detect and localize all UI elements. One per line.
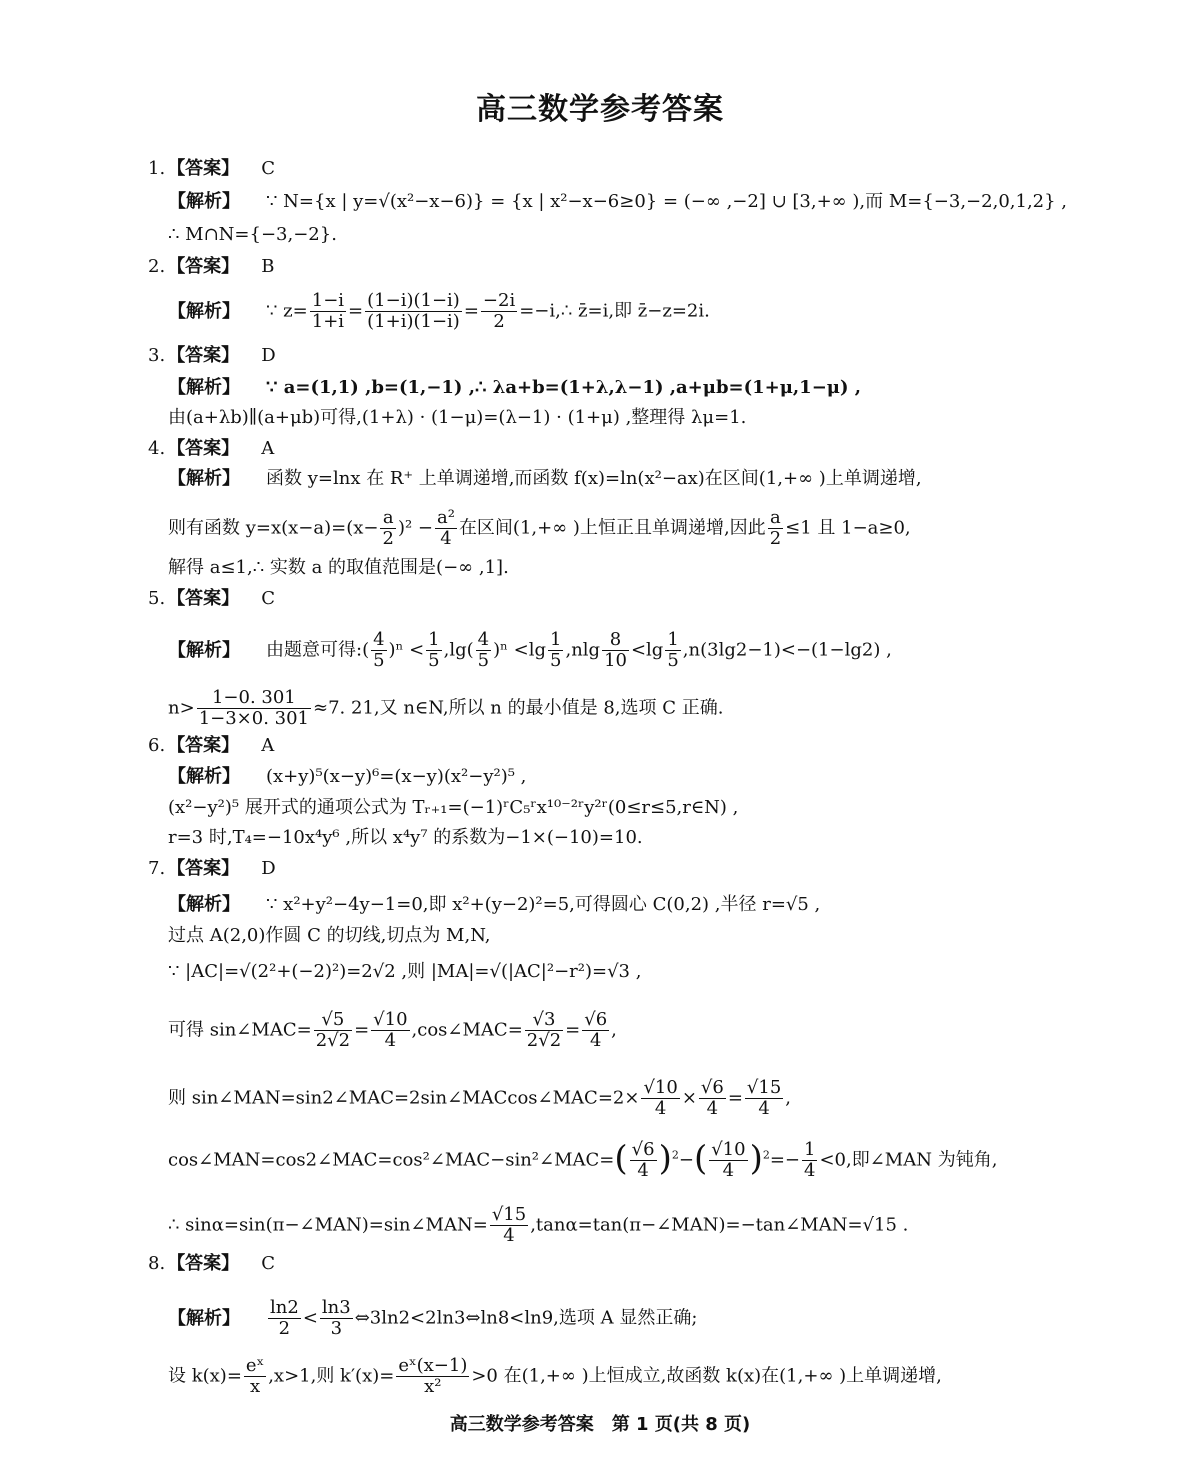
page-title: 高三数学参考答案 bbox=[476, 92, 724, 127]
q5-text: )ⁿ <lg bbox=[493, 639, 547, 661]
fraction: $\frac{a}{2}$ bbox=[382, 507, 394, 549]
fraction: $\frac{√6}{4}$ bbox=[700, 1077, 724, 1119]
q3-answer: D bbox=[261, 345, 276, 366]
q5-answer: C bbox=[261, 588, 275, 609]
q1-answer-line bbox=[148, 157, 275, 181]
fraction: $\frac{\text{eˣ}}{x}$ bbox=[245, 1355, 265, 1397]
q2-answer: B bbox=[261, 256, 275, 277]
q5-text: )ⁿ < bbox=[388, 639, 425, 661]
q3-text: ∵ a=(1,1) ,b=(1,−1) ,∴ λa+b=(1+λ,λ−1) ,a+μb=(1+μ,1−μ) , bbox=[266, 377, 862, 398]
analysis-label: 【解析】 bbox=[168, 377, 240, 398]
q5-text: <lg bbox=[630, 639, 664, 661]
q2-text: =−i,∴ z̄=i,即 z̄−z=2i. bbox=[519, 300, 710, 322]
q4-text: )² − bbox=[397, 517, 433, 539]
fraction: $\frac{√10}{4}$ bbox=[643, 1077, 678, 1119]
q5-text: ,lg( bbox=[443, 639, 474, 661]
q6-analysis-line3: r=3 时,T₄=−10x⁴y⁶ ,所以 x⁴y⁷ 的系数为−1×(−10)=10. bbox=[168, 827, 643, 848]
q8-analysis-line2 bbox=[168, 1356, 942, 1397]
answer-label: 【答案】 bbox=[167, 438, 240, 459]
q7-analysis-line3: ∵ |AC|=√(2²+(−2)²)=2√2 ,则 |MA|=√(|AC|²−r²)=√3 , bbox=[168, 961, 642, 982]
fraction: $\frac{1}{5}$ bbox=[428, 629, 440, 671]
analysis-label: 【解析】 bbox=[168, 1307, 240, 1329]
q8-analysis-line1: 【解析】 $\frac{\ln 2}{2}$ < $\frac{\ln 3}{3}$ ⇔3ln2<2ln3⇔ln8<ln9,选项 A 显然正确; bbox=[168, 1297, 698, 1339]
q3-number: 3. bbox=[148, 345, 166, 366]
q7-text: ∵ x²+y²−4y−1=0,即 x²+(y−2)²=5,可得圆心 C(0,2) ,半径 r=√5 , bbox=[266, 894, 821, 915]
fraction: $\frac{1}{5}$ bbox=[667, 629, 679, 671]
page-footer: 高三数学参考答案 第 1 页(共 8 页) bbox=[449, 1414, 751, 1435]
q6-number: 6. bbox=[148, 735, 166, 756]
fraction: $\frac{√3}{2√2}$ bbox=[526, 1009, 562, 1051]
q5-analysis-line2 bbox=[168, 688, 723, 729]
q5-text: 由题意可得:( bbox=[266, 639, 370, 661]
q1-number: 1. bbox=[148, 158, 166, 179]
analysis-label: 【解析】 bbox=[168, 191, 240, 212]
q8-text: ⇔3ln2<2ln3⇔ln8<ln9,选项 A 显然正确; bbox=[354, 1307, 698, 1329]
fraction: $\frac{\text{eˣ(x−1)}}{\text{x²}}$ bbox=[398, 1355, 468, 1397]
q1-text: ∵ N={x | y=√(x²−x−6)} = {x | x²−x−6≥0} = (−∞ ,−2] ∪ [3,+∞ ),而 M={−3,−2,0,1,2} , bbox=[266, 191, 1068, 212]
q7-text: 可得 sin∠MAC= bbox=[168, 1019, 312, 1041]
q7-text: , bbox=[611, 1019, 617, 1041]
q4-text: ≤1 且 1−a≥0, bbox=[785, 517, 911, 539]
q7-text: <0,即∠MAN 为钝角, bbox=[819, 1149, 998, 1171]
q7-analysis-line1 bbox=[168, 893, 820, 917]
fraction: $\frac{1-0. 301}{1-3\times 0. 301}$ bbox=[198, 687, 310, 729]
fraction: $\frac{\text{a²}}{4}$ bbox=[436, 507, 455, 549]
q4-answer: A bbox=[261, 438, 275, 459]
q8-number: 8. bbox=[148, 1253, 166, 1274]
fraction: $\frac{1}{4}$ bbox=[804, 1139, 816, 1181]
q4-text: 则有函数 y=x(x−a)=(x− bbox=[168, 517, 379, 539]
q6-answer-line bbox=[148, 734, 274, 758]
analysis-label: 【解析】 bbox=[168, 766, 240, 787]
fraction: $\frac{\ln 2}{2}$ bbox=[270, 1297, 299, 1339]
q8-text: >0 在(1,+∞ )上恒成立,故函数 k(x)在(1,+∞ )上单调递增, bbox=[471, 1365, 942, 1387]
q4-analysis-line2 bbox=[168, 508, 911, 549]
q7-answer-line bbox=[148, 857, 276, 881]
q6-answer: A bbox=[261, 735, 275, 756]
q8-answer: C bbox=[261, 1253, 275, 1274]
q7-number: 7. bbox=[148, 858, 166, 879]
q2-analysis-line: 【解析】 ∵ z= $\frac{1-i}{1+i}$ = $\frac{(1-i)(1-i)}{(1+i)(1-i)}$ = $\frac{-2i}{2}$ =−i,∴ z̄=i,即 z̄−z=2i. bbox=[168, 290, 710, 332]
answer-label: 【答案】 bbox=[167, 588, 240, 609]
fraction: $\frac{√15}{4}$ bbox=[491, 1204, 527, 1246]
q2-text: ∵ z= bbox=[266, 300, 308, 322]
q4-analysis-line1 bbox=[168, 467, 922, 491]
q4-text: 在区间(1,+∞ )上恒正且单调递增,因此 bbox=[458, 517, 766, 539]
q6-analysis-line2: (x²−y²)⁵ 展开式的通项公式为 Tᵣ₊₁=(−1)ʳC₅ʳx¹⁰⁻²ʳy²ʳ(0≤r≤5,r∈N) , bbox=[168, 797, 739, 818]
q7-text: , bbox=[785, 1087, 792, 1109]
fraction: $\frac{1-i}{1+i}$ bbox=[311, 290, 345, 332]
q8-text: 设 k(x)= bbox=[168, 1365, 242, 1387]
q7-text: cos∠MAN=cos2∠MAC=cos²∠MAC−sin²∠MAC= bbox=[168, 1149, 615, 1171]
answer-label: 【答案】 bbox=[167, 345, 240, 366]
fraction: $\frac{-2i}{2}$ bbox=[482, 290, 516, 332]
fraction: $\frac{a}{2}$ bbox=[769, 507, 782, 549]
answer-label: 【答案】 bbox=[167, 158, 240, 179]
q5-number: 5. bbox=[148, 588, 166, 609]
q1-analysis-line1 bbox=[168, 190, 1067, 214]
q7-text: ∴ sinα=sin(π−∠MAN)=sin∠MAN= bbox=[168, 1214, 488, 1236]
fraction: $\frac{4}{5}$ bbox=[373, 629, 385, 671]
q2-number: 2. bbox=[148, 256, 166, 277]
answer-label: 【答案】 bbox=[167, 735, 240, 756]
q7-analysis-line4: 可得 sin∠MAC= $\frac{√5}{2√2}$ = $\frac{√10}{4}$ ,cos∠MAC= $\frac{√3}{2√2}$ = $\frac{√6}{4}$ , bbox=[168, 1009, 617, 1051]
answer-label: 【答案】 bbox=[167, 256, 240, 277]
fraction: $\frac{√10}{4}$ bbox=[711, 1139, 746, 1181]
fraction: $\frac{8}{10}$ bbox=[604, 629, 627, 671]
q5-text: ,n(3lg2−1)<−(1−lg2) , bbox=[682, 639, 892, 661]
fraction: $\frac{√6}{4}$ bbox=[631, 1139, 655, 1181]
q7-answer: D bbox=[261, 858, 276, 879]
fraction: $\frac{√6}{4}$ bbox=[584, 1009, 608, 1051]
q2-answer-line bbox=[148, 255, 274, 279]
q4-number: 4. bbox=[148, 438, 166, 459]
fraction: $\frac{√15}{4}$ bbox=[746, 1077, 782, 1119]
q8-answer-line bbox=[148, 1252, 275, 1276]
q8-text: ,x>1,则 k′(x)= bbox=[268, 1365, 395, 1387]
q7-analysis-line2: 过点 A(2,0)作圆 C 的切线,切点为 M,N, bbox=[168, 925, 491, 946]
q5-text: n> bbox=[168, 697, 195, 719]
analysis-label: 【解析】 bbox=[168, 894, 240, 915]
q7-text: ,cos∠MAC= bbox=[411, 1019, 523, 1041]
q7-text: 则 sin∠MAN=sin2∠MAC=2sin∠MACcos∠MAC=2× bbox=[168, 1087, 640, 1109]
q6-analysis-line1 bbox=[168, 765, 526, 789]
q6-text: (x+y)⁵(x−y)⁶=(x−y)(x²−y²)⁵ , bbox=[266, 766, 527, 787]
q7-analysis-line7 bbox=[168, 1205, 908, 1246]
q7-text: ,tanα=tan(π−∠MAN)=−tan∠MAN=√15 . bbox=[530, 1214, 909, 1236]
fraction: $\frac{4}{5}$ bbox=[477, 629, 490, 671]
q1-analysis-line2: ∴ M∩N={−3,−2}. bbox=[168, 224, 337, 245]
q4-analysis-line3: 解得 a≤1,∴ 实数 a 的取值范围是(−∞ ,1]. bbox=[168, 557, 509, 578]
q4-answer-line bbox=[148, 437, 274, 461]
q5-analysis-line1 bbox=[168, 630, 892, 671]
q3-analysis-line2: 由(a+λb)∥(a+μb)可得,(1+λ) · (1−μ)=(λ−1) · (1+μ) ,整理得 λμ=1. bbox=[168, 407, 747, 428]
q5-answer-line bbox=[148, 587, 275, 611]
q5-text: ≈7. 21,又 n∈N,所以 n 的最小值是 8,选项 C 正确. bbox=[313, 697, 724, 719]
q3-answer-line bbox=[148, 344, 276, 368]
q1-answer: C bbox=[261, 158, 275, 179]
answer-label: 【答案】 bbox=[167, 858, 240, 879]
fraction: $\frac{√10}{4}$ bbox=[373, 1009, 408, 1051]
q4-text: 函数 y=lnx 在 R⁺ 上单调递增,而函数 f(x)=ln(x²−ax)在区间(1,+∞ )上单调递增, bbox=[266, 468, 922, 489]
fraction: $\frac{√5}{2√2}$ bbox=[315, 1009, 351, 1051]
fraction: $\frac{\ln 3}{3}$ bbox=[321, 1297, 351, 1339]
q3-analysis-line1 bbox=[168, 376, 861, 400]
fraction: $\frac{(1-i)(1-i)}{(1+i)(1-i)}$ bbox=[367, 290, 460, 332]
analysis-label: 【解析】 bbox=[168, 639, 240, 661]
fraction: $\frac{1}{5}$ bbox=[550, 629, 562, 671]
analysis-label: 【解析】 bbox=[168, 300, 240, 322]
q5-text: ,nlg bbox=[565, 639, 601, 661]
analysis-label: 【解析】 bbox=[168, 468, 240, 489]
q7-analysis-line5: 则 sin∠MAN=sin2∠MAC=2sin∠MACcos∠MAC=2× $\frac{√10}{4}$ × $\frac{√6}{4}$ = $\frac{√15}{4}$ , bbox=[168, 1077, 792, 1119]
answer-label: 【答案】 bbox=[167, 1253, 240, 1274]
q7-analysis-line6: cos∠MAN=cos2∠MAC=cos²∠MAC−sin²∠MAC=( $\frac{√6}{4}$ )$^2$−( $\frac{√10}{4}$ )$^2$=− $\frac{1}{4}$ <0,即∠MAN 为钝角, bbox=[168, 1138, 998, 1181]
